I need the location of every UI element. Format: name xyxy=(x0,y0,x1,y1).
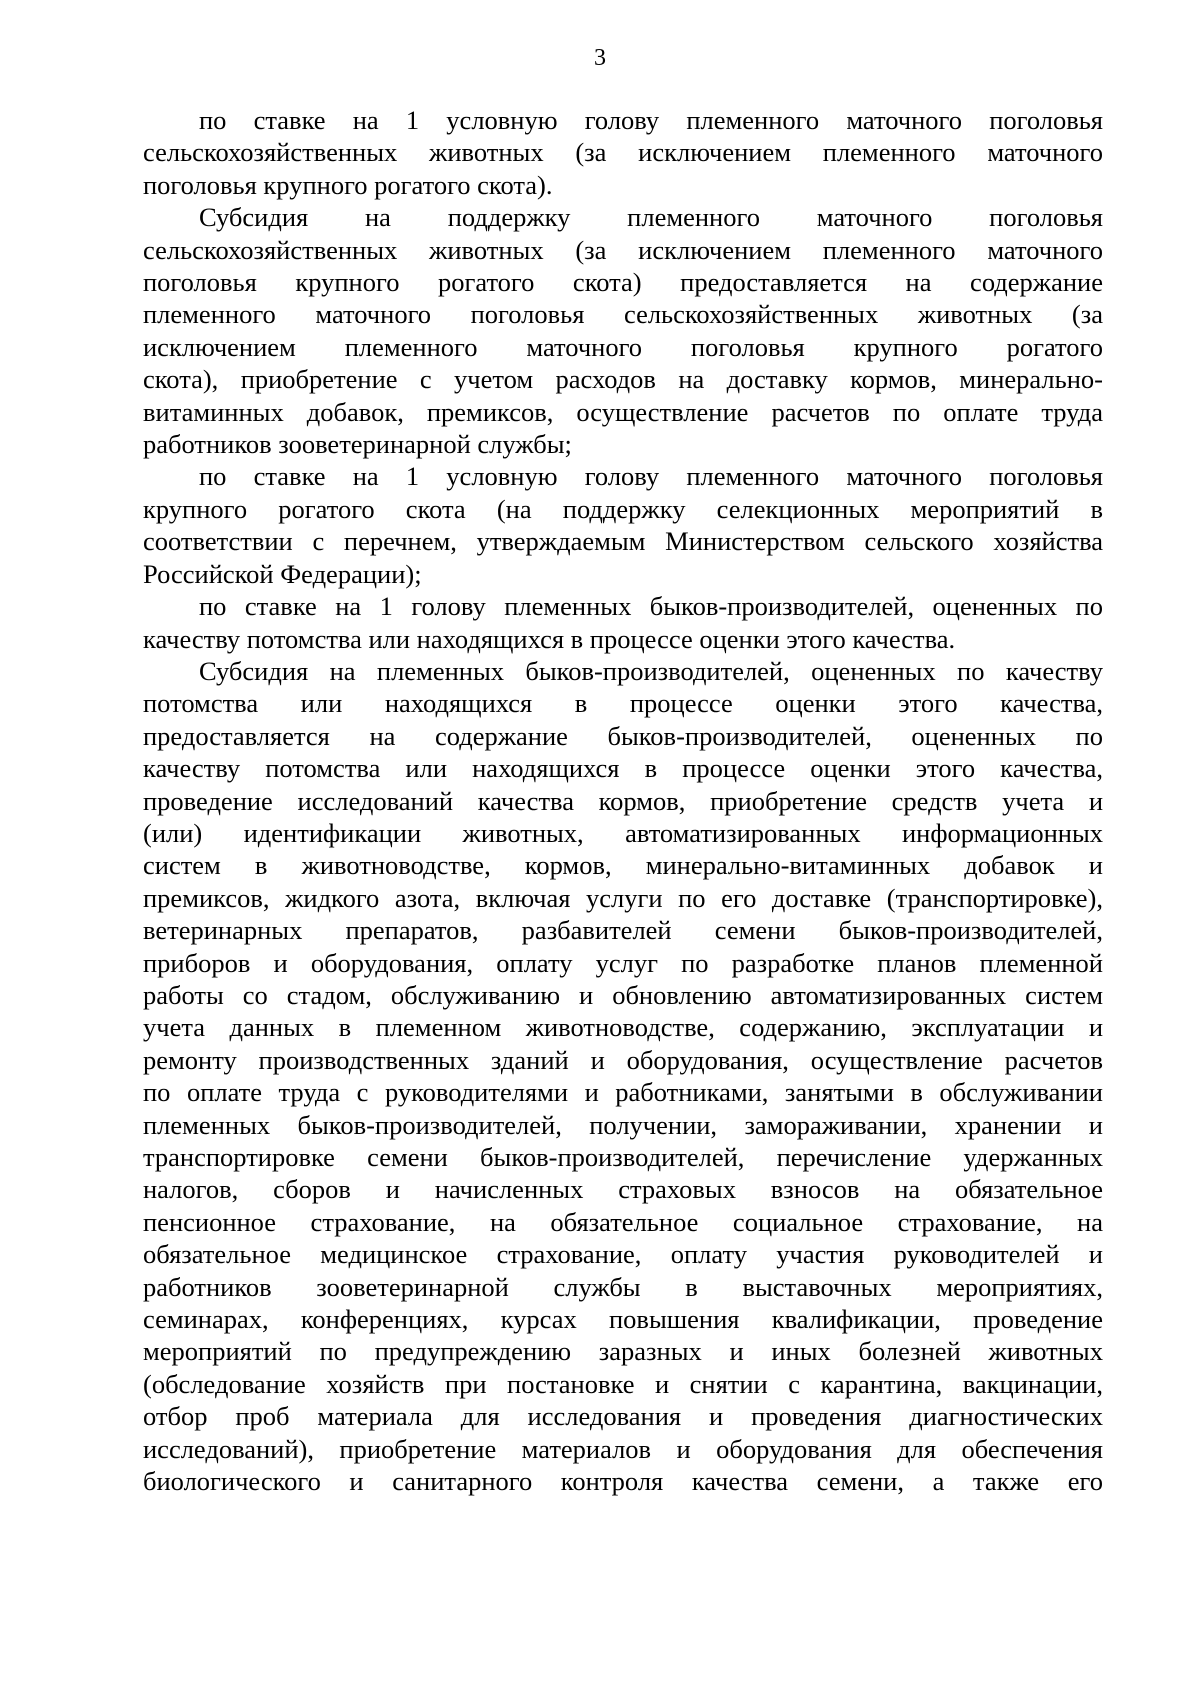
text-line: скота), приобретение с учетом расходов на доставку кормов, минерально- xyxy=(143,364,1103,395)
text-line: (обследование хозяйств при постановке и снятии с карантина, вакцинации, xyxy=(143,1368,1103,1399)
text-line: витаминных добавок, премиксов, осуществление расчетов по оплате труда xyxy=(143,396,1103,427)
paragraph xyxy=(143,460,1103,590)
paragraph xyxy=(143,104,1103,201)
text-line: премиксов, жидкого азота, включая услуги по его доставке (транспортировке), xyxy=(143,882,1103,913)
text-line: сельскохозяйственных животных (за исключением племенного маточного xyxy=(143,234,1103,265)
text-line: по ставке на 1 условную голову племенного маточного поголовья xyxy=(199,461,1103,492)
text-line: систем в животноводстве, кормов, минерально-витаминных добавок и xyxy=(143,850,1103,881)
text-line: учета данных в племенном животноводстве, содержанию, эксплуатации и xyxy=(143,1012,1103,1043)
text-line: ветеринарных препаратов, разбавителей семени быков-производителей, xyxy=(143,915,1103,946)
text-line: работников зооветеринарной службы; xyxy=(143,429,572,460)
text-line: транспортировке семени быков-производителей, перечисление удержанных xyxy=(143,1142,1103,1172)
text-line: обязательное медицинское страхование, оплату участия руководителей и xyxy=(143,1239,1103,1270)
text-line: поголовья крупного рогатого скота) предоставляется на содержание xyxy=(143,267,1103,298)
text-line: качеству потомства или находящихся в процессе оценки этого качества, xyxy=(143,753,1103,784)
paragraph xyxy=(143,201,1103,460)
text-line: исследований), приобретение материалов и оборудования для обеспечения xyxy=(143,1433,1103,1464)
document-body xyxy=(143,104,1103,1497)
text-line: потомства или находящихся в процессе оценки этого качества, xyxy=(143,688,1103,719)
text-line: отбор проб материала для исследования и проведения диагностических xyxy=(143,1401,1103,1432)
text-line: качеству потомства или находящихся в процессе оценки этого качества. xyxy=(143,623,956,654)
text-line: пенсионное страхование, на обязательное социальное страхование, на xyxy=(143,1206,1103,1237)
text-line: соответствии с перечнем, утверждаемым Министерством сельского хозяйства xyxy=(143,526,1103,557)
text-line: по ставке на 1 голову племенных быков-производителей, оцененных по xyxy=(199,591,1103,622)
text-line: налогов, сборов и начисленных страховых взносов на обязательное xyxy=(143,1174,1103,1205)
text-line: работы со стадом, обслуживанию и обновлению автоматизированных систем xyxy=(143,979,1103,1010)
text-line: по ставке на 1 условную голову племенного маточного поголовья xyxy=(199,105,1103,135)
text-line: (или) идентификации животных, автоматизированных информационных xyxy=(143,817,1103,848)
text-line: поголовья крупного рогатого скота). xyxy=(143,169,553,200)
text-line: предоставляется на содержание быков-производителей, оцененных по xyxy=(143,720,1103,751)
text-line: исключением племенного маточного поголовья крупного рогатого xyxy=(143,331,1103,362)
text-line: Субсидия на поддержку племенного маточного поголовья xyxy=(199,202,1103,233)
text-line: племенных быков-производителей, получении, замораживании, хранении и xyxy=(143,1109,1103,1140)
text-line: биологического и санитарного контроля качества семени, а также его xyxy=(143,1466,1103,1497)
text-line: работников зооветеринарной службы в выставочных мероприятиях, xyxy=(143,1271,1103,1302)
text-line: по оплате труда с руководителями и работниками, занятыми в обслуживании xyxy=(143,1077,1103,1108)
paragraph xyxy=(143,655,1103,1498)
text-line: крупного рогатого скота (на поддержку селекционных мероприятий в xyxy=(143,493,1103,524)
text-line: ремонту производственных зданий и оборудования, осуществление расчетов xyxy=(143,1044,1103,1075)
text-line: приборов и оборудования, оплату услуг по разработке планов племенной xyxy=(143,947,1103,978)
text-line: семинарах, конференциях, курсах повышения квалификации, проведение xyxy=(143,1304,1103,1335)
text-line: Субсидия на племенных быков-производителей, оцененных по качеству xyxy=(199,655,1103,686)
text-line: сельскохозяйственных животных (за исключением племенного маточного xyxy=(143,137,1103,168)
text-line: племенного маточного поголовья сельскохозяйственных животных (за xyxy=(143,299,1103,330)
text-line: мероприятий по предупреждению заразных и иных болезней животных xyxy=(143,1336,1103,1367)
text-line: проведение исследований качества кормов, приобретение средств учета и xyxy=(143,785,1103,816)
paragraph xyxy=(143,590,1103,655)
page-number: 3 xyxy=(594,45,606,71)
text-line: Российской Федерации); xyxy=(143,558,422,589)
